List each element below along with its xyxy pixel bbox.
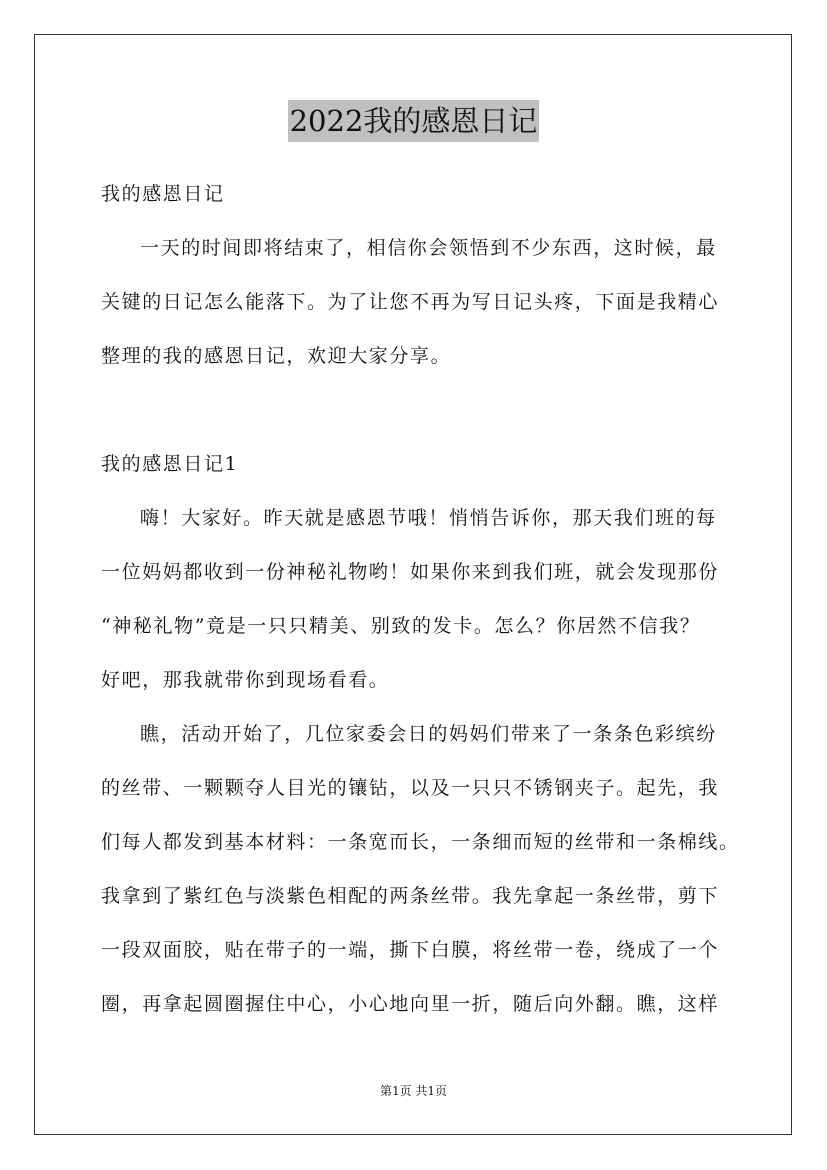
section-heading: 我的感恩日记1 — [101, 453, 239, 475]
section-heading: 我的感恩日记 — [101, 183, 225, 205]
paragraph-line: 瞧，活动开始了，几位家委会日的妈妈们带来了一条条色彩缤纷 — [140, 723, 717, 745]
paragraph-line: 们每人都发到基本材料：一条宽而长，一条细而短的丝带和一条棉线。 — [101, 831, 740, 853]
paragraph-line: 整理的我的感恩日记，欢迎大家分享。 — [101, 345, 452, 367]
paragraph-line: “神秘礼物”竟是一只只精美、别致的发卡。怎么？你居然不信我？ — [101, 615, 701, 637]
paragraph-line: 一位妈妈都收到一份神秘礼物哟！如果你来到我们班，就会发现那份 — [101, 561, 720, 583]
paragraph-line: 好吧，那我就带你到现场看看。 — [101, 669, 390, 691]
paragraph-line: 圈，再拿起圆圈握住中心，小心地向里一折，随后向外翻。瞧，这样 — [101, 993, 720, 1015]
paragraph-line: 我拿到了紫红色与淡紫色相配的两条丝带。我先拿起一条丝带，剪下 — [101, 885, 720, 907]
title-container — [0, 100, 827, 142]
document-title: 2022我的感恩日记 — [288, 100, 540, 142]
paragraph-line: 一段双面胶，贴在带子的一端，撕下白膜，将丝带一卷，绕成了一个 — [101, 939, 720, 961]
paragraph-line: 一天的时间即将结束了，相信你会领悟到不少东西，这时候，最 — [140, 237, 717, 259]
paragraph-line: 嗨！大家好。昨天就是感恩节哦！悄悄告诉你，那天我们班的每 — [140, 507, 717, 529]
paragraph-line: 关键的日记怎么能落下。为了让您不再为写日记头疼，下面是我精心 — [101, 291, 720, 313]
page-footer: 第1页 共1页 — [379, 1084, 448, 1098]
paragraph-line: 的丝带、一颗颗夺人目光的镶钻，以及一只只不锈钢夹子。起先，我 — [101, 777, 720, 799]
